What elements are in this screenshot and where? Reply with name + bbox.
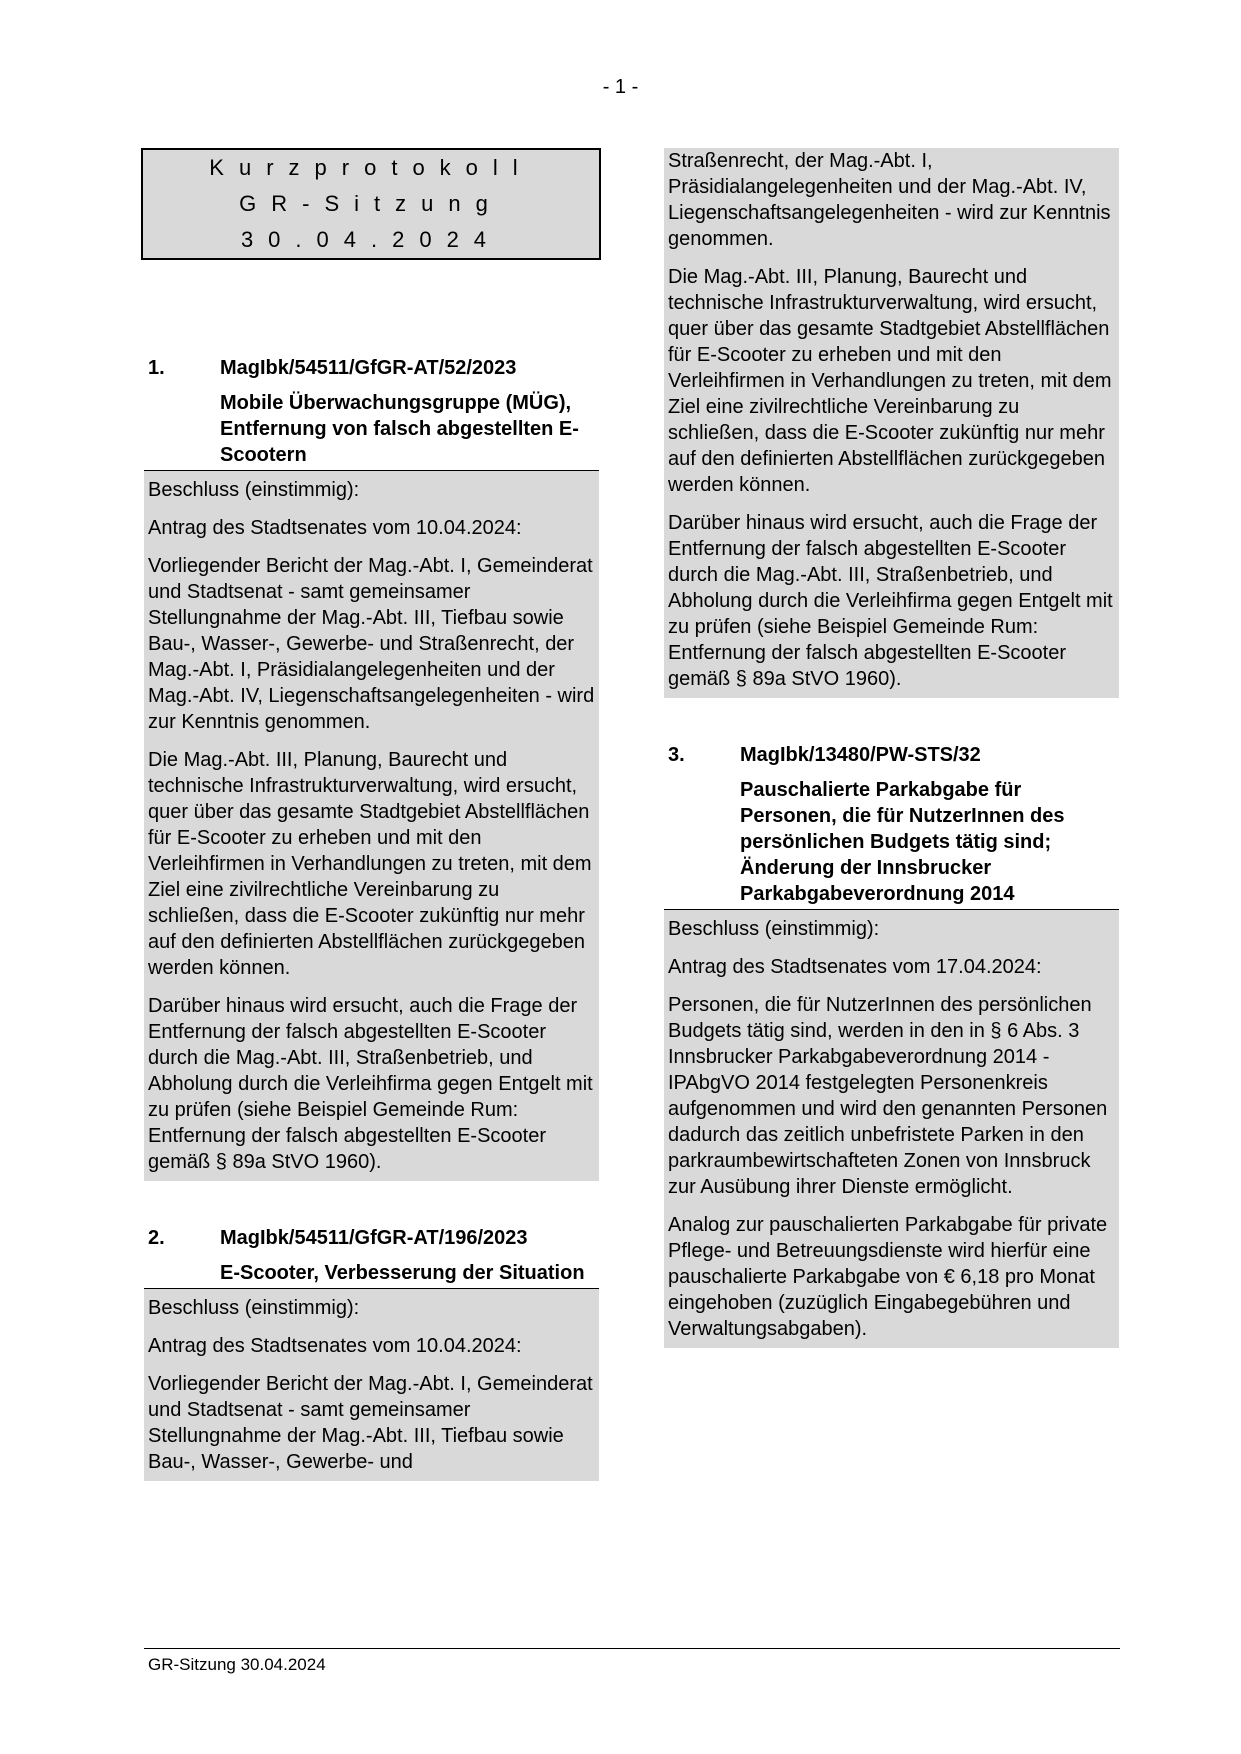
item-2-number: 2. (148, 1227, 165, 1249)
page-number: - 1 - (602, 76, 639, 98)
right-column (664, 148, 1119, 1348)
item-1-paragraph: Vorliegender Bericht der Mag.-Abt. I, Gemeinderat und Stadtsenat - samt gemeinsamer Stellungnahme der Mag.-Abt. III, Tiefbau sowie Bau-, Wasser-, Gewerbe- und Straßenrecht, der Mag.-Abt. I, Präsidialangelegenheiten und der Mag.-Abt. IV, Liegenschaftsangelegenheiten - wird zur Kenntnis genommen. (148, 555, 595, 733)
item-3-number: 3. (668, 744, 685, 766)
item-3-decision: Beschluss (einstimmig): (668, 918, 880, 940)
item-1-body (144, 471, 599, 1181)
item-2-code: MagIbk/54511/GfGR-AT/196/2023 (220, 1227, 528, 1249)
item-3-body (664, 910, 1119, 1348)
item-2-title: E-Scooter, Verbesserung der Situation (220, 1262, 585, 1284)
item-2-body-right (664, 148, 1119, 698)
item-1-decision: Beschluss (einstimmig): (148, 479, 360, 501)
item-2-body-left (144, 1289, 599, 1481)
footer-text: GR-Sitzung 30.04.2024 (148, 1655, 326, 1674)
item-2-motion: Antrag des Stadtsenates vom 10.04.2024: (148, 1335, 522, 1357)
item-2-decision: Beschluss (einstimmig): (148, 1297, 360, 1319)
item-3-paragraph: Personen, die für NutzerInnen des persönlichen Budgets tätig sind, werden in den in § 6 Abs. 3 Innsbrucker Parkabgabeverordnung 2014 - IPAbgVO 2014 festgelegten Personenkreis aufgenommen und wird den genannten Personen dadurch das zeitlich unbefristete Parken in den parkraumbewirtschafteten Zonen von Innsbruck zur Ausübung ihrer Dienste ermöglicht. (668, 994, 1108, 1198)
item-2-paragraph: Vorliegender Bericht der Mag.-Abt. I, Gemeinderat und Stadtsenat - samt gemeinsamer Stellungnahme der Mag.-Abt. III, Tiefbau sowie Bau-, Wasser-, Gewerbe- und (148, 1373, 593, 1473)
footer-rule (144, 1648, 1120, 1649)
item-2-paragraph: Straßenrecht, der Mag.-Abt. I, Präsidialangelegenheiten und der Mag.-Abt. IV, Liegenschaftsangelegenheiten - wird zur Kenntnis genommen. (668, 150, 1111, 250)
item-1-number: 1. (148, 357, 165, 379)
item-1-paragraph: Darüber hinaus wird ersucht, auch die Frage der Entfernung der falsch abgestellten E-Scooter durch die Mag.-Abt. III, Straßenbetrieb, und Abholung durch die Verleihfirma gegen Entgelt mit zu prüfen (siehe Beispiel Gemeinde Rum: Entfernung der falsch abgestellten E-Scooter gemäß § 89a StVO 1960). (148, 995, 593, 1173)
title-box (141, 148, 601, 260)
item-1-paragraph: Die Mag.-Abt. III, Planung, Baurecht und technische Infrastrukturverwaltung, wird ersucht, quer über das gesamte Stadtgebiet Abstellflächen für E-Scooter zu erheben und mit den Verleihfirmen in Verhandlungen zu treten, mit dem Ziel eine zivilrechtliche Vereinbarung zu schließen, dass die E-Scooter zukünftig nur mehr auf den definierten Abstellflächen zurückgegeben werden können. (148, 749, 592, 979)
item-3-motion: Antrag des Stadtsenates vom 17.04.2024: (668, 956, 1042, 978)
item-1-code: MagIbk/54511/GfGR-AT/52/2023 (220, 357, 517, 379)
item-2-paragraph: Darüber hinaus wird ersucht, auch die Frage der Entfernung der falsch abgestellten E-Scooter durch die Mag.-Abt. III, Straßenbetrieb, und Abholung durch die Verleihfirma gegen Entgelt mit zu prüfen (siehe Beispiel Gemeinde Rum: Entfernung der falsch abgestellten E-Scooter gemäß § 89a StVO 1960). (668, 512, 1113, 690)
item-2-paragraph: Die Mag.-Abt. III, Planung, Baurecht und technische Infrastrukturverwaltung, wird ersucht, quer über das gesamte Stadtgebiet Abstellflächen für E-Scooter zu erheben und mit den Verleihfirmen in Verhandlungen zu treten, mit dem Ziel eine zivilrechtliche Vereinbarung zu schließen, dass die E-Scooter zukünftig nur mehr auf den definierten Abstellflächen zurückgegeben werden können. (668, 266, 1112, 496)
item-1-motion: Antrag des Stadtsenates vom 10.04.2024: (148, 517, 522, 539)
item-2-header (144, 1225, 599, 1286)
title-kurzprotokoll: Kurzprotokoll (209, 155, 533, 180)
title-session: GR-Sitzung (239, 191, 503, 216)
title-date: 30.04.2024 (240, 227, 502, 252)
item-3-paragraph: Analog zur pauschalierten Parkabgabe für private Pflege- und Betreuungsdienste wird hierfür eine pauschalierte Parkabgabe von € 6,18 pro Monat eingehoben (zuzüglich Eingabegebühren und Verwaltungsabgaben). (668, 1214, 1108, 1340)
item-3-code: MagIbk/13480/PW-STS/32 (740, 744, 981, 766)
item-3-title: Pauschalierte Parkabgabe für Personen, die für NutzerInnen des persönlichen Budgets tätig sind; Änderung der Innsbrucker Parkabgabeverordnung 2014 (740, 779, 1065, 905)
item-1-title: Mobile Überwachungsgruppe (MÜG), Entfernung von falsch abgestellten E-Scootern (220, 392, 579, 466)
item-1-header (144, 355, 599, 468)
left-column (144, 148, 599, 1481)
item-3-header (664, 742, 1119, 907)
